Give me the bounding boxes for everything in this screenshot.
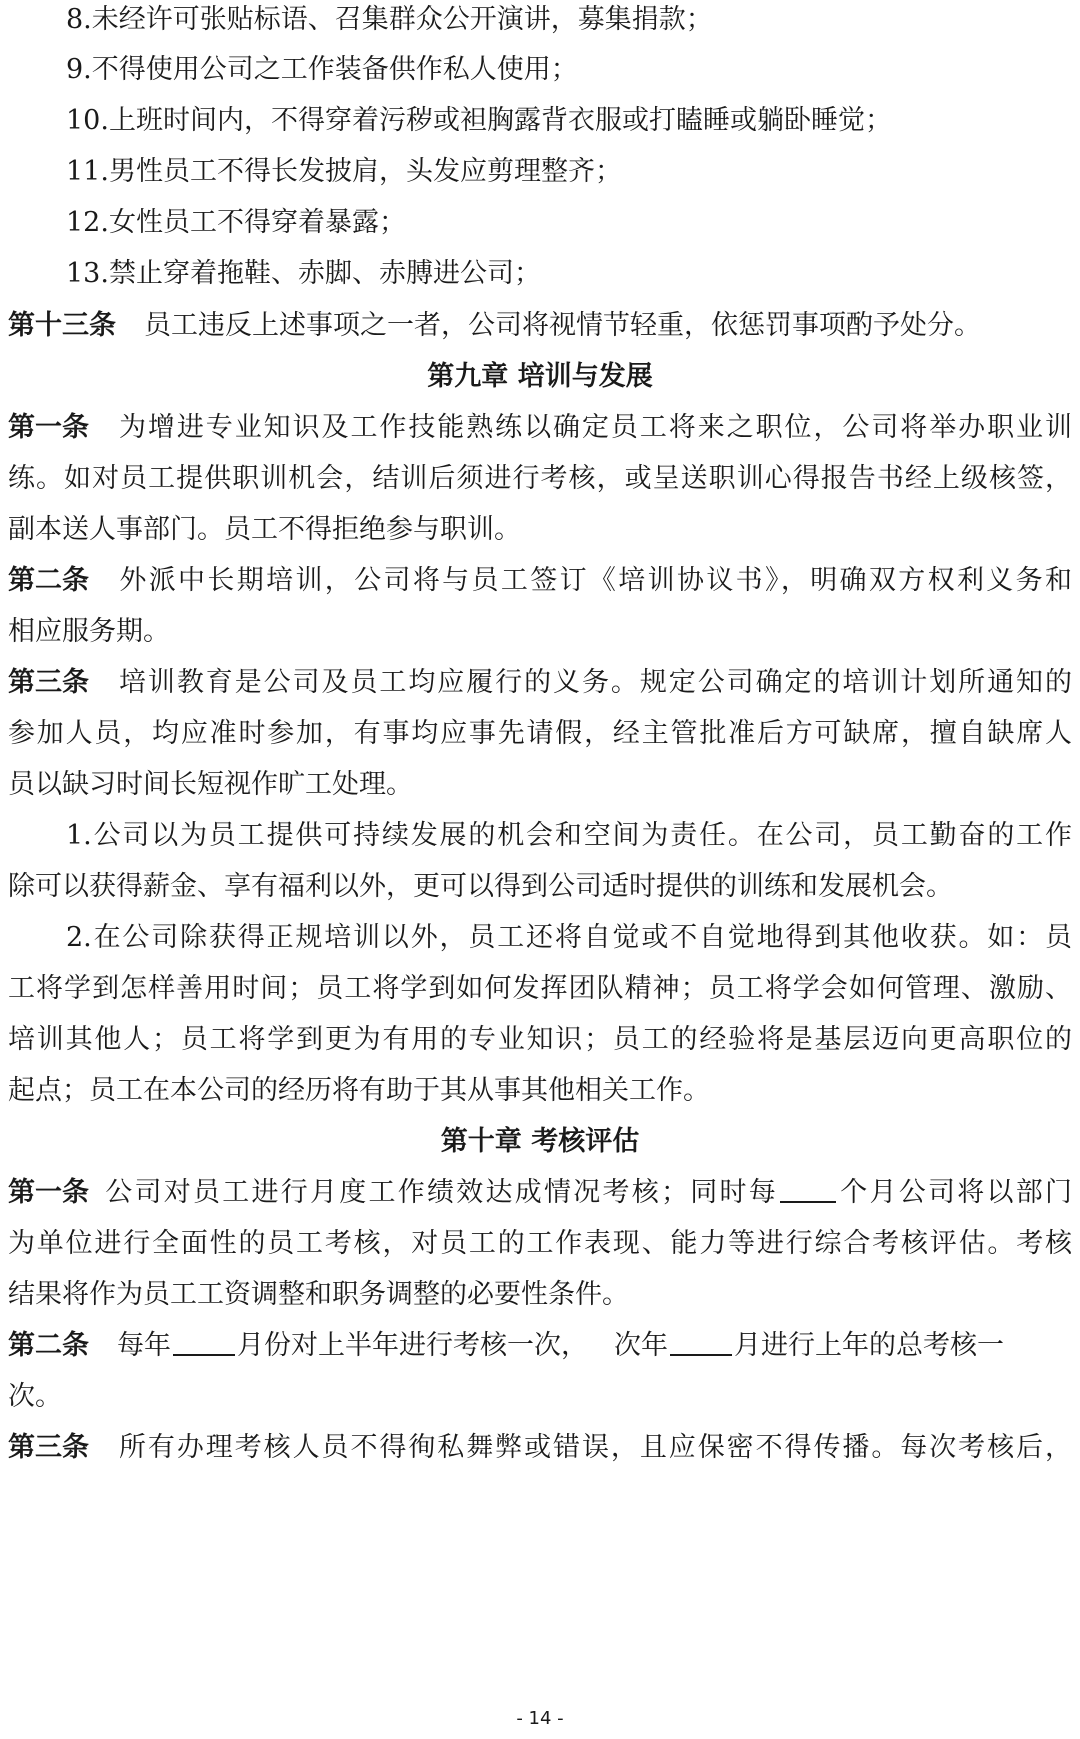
list-item: 9.不得使用公司之工作装备供作私人使用；	[66, 54, 578, 85]
paragraph-line: 除可以获得薪金、享有福利以外，更可以得到公司适时提供的训练和发展机会。	[8, 871, 953, 902]
article-label: 第三条	[8, 1432, 89, 1463]
article-label: 第一条	[8, 1177, 89, 1208]
page-number: - 14 -	[516, 1708, 564, 1729]
article-text: 个月公司将以部门	[838, 1177, 1072, 1208]
article-label: 第三条	[8, 667, 89, 698]
list-item: 8.未经许可张贴标语、召集群众公开演讲，募集捐款；	[66, 4, 713, 35]
list-item: 13.禁止穿着拖鞋、赤脚、赤膊进公司；	[66, 258, 541, 289]
article-label: 第二条	[8, 1330, 89, 1361]
article-text: 月份对上半年进行考核一次，	[237, 1330, 588, 1361]
chapter10-article1-line1	[8, 1173, 1072, 1213]
paragraph-line: 起点；员工在本公司的经历将有助于其从事其他相关工作。	[8, 1075, 710, 1106]
numbered-paragraph: 1.公司以为员工提供可持续发展的机会和空间为责任。在公司，员工勤奋的工作	[66, 820, 1072, 851]
chapter9-article3-line1	[8, 663, 1072, 703]
chapter-heading: 第十章 考核评估	[440, 1126, 640, 1157]
paragraph-line: 参加人员，均应准时参加，有事均应事先请假，经主管批准后方可缺席，擅自缺席人	[8, 718, 1072, 749]
article-label: 第十三条	[8, 310, 116, 341]
article-label: 第二条	[8, 565, 89, 596]
paragraph-line: 培训其他人；员工将学到更为有用的专业知识；员工的经验将是基层迈向更高职位的	[8, 1024, 1072, 1055]
chapter-heading: 第九章 培训与发展	[427, 361, 653, 392]
article-13	[8, 306, 1072, 346]
article-text: 培训教育是公司及员工均应履行的义务。规定公司确定的培训计划所通知的	[117, 667, 1072, 698]
chapter10-article3-line1	[8, 1428, 1072, 1468]
paragraph-line: 练。如对员工提供职训机会，结训后须进行考核，或呈送职训心得报告书经上级核签，	[8, 463, 1072, 494]
chapter10-article2-line1	[8, 1326, 1072, 1366]
article-text: 月进行上年的总考核一	[734, 1330, 1004, 1361]
fill-in-blank[interactable]	[670, 1328, 732, 1356]
paragraph-line: 为单位进行全面性的员工考核，对员工的工作表现、能力等进行综合考核评估。考核	[8, 1228, 1072, 1259]
fill-in-blank[interactable]	[780, 1175, 836, 1203]
article-label: 第一条	[8, 412, 89, 443]
list-item: 10.上班时间内，不得穿着污秽或袒胸露背衣服或打瞌睡或躺卧睡觉；	[66, 105, 892, 136]
list-item: 11.男性员工不得长发披肩，头发应剪理整齐；	[66, 156, 622, 187]
chapter9-article1-line1	[8, 408, 1072, 448]
fill-in-blank[interactable]	[173, 1328, 235, 1356]
paragraph-line: 结果将作为员工工资调整和职务调整的必要性条件。	[8, 1279, 629, 1310]
paragraph-line: 员以缺习时间长短视作旷工处理。	[8, 769, 413, 800]
paragraph-line: 相应服务期。	[8, 616, 170, 647]
article-text: 每年	[117, 1330, 171, 1361]
article-text: 次年	[614, 1330, 668, 1361]
article-text: 公司对员工进行月度工作绩效达成情况考核；同时每	[103, 1177, 778, 1208]
numbered-paragraph: 2.在公司除获得正规培训以外，员工还将自觉或不自觉地得到其他收获。如：员	[66, 922, 1072, 953]
article-text: 为增进专业知识及工作技能熟练以确定员工将来之职位，公司将举办职业训	[117, 412, 1072, 443]
list-item: 12.女性员工不得穿着暴露；	[66, 207, 406, 238]
article-text: 员工违反上述事项之一者，公司将视情节轻重，依惩罚事项酌予处分。	[144, 310, 981, 341]
article-text: 所有办理考核人员不得徇私舞弊或错误，且应保密不得传播。每次考核后，	[117, 1432, 1072, 1463]
paragraph-line: 工将学到怎样善用时间；员工将学到如何发挥团队精神；员工将学会如何管理、激励、	[8, 973, 1072, 1004]
chapter9-article2-line1	[8, 561, 1072, 601]
paragraph-line: 次。	[8, 1381, 62, 1412]
paragraph-line: 副本送人事部门。员工不得拒绝参与职训。	[8, 514, 521, 545]
article-text: 外派中长期培训，公司将与员工签订《培训协议书》，明确双方权利义务和	[117, 565, 1072, 596]
